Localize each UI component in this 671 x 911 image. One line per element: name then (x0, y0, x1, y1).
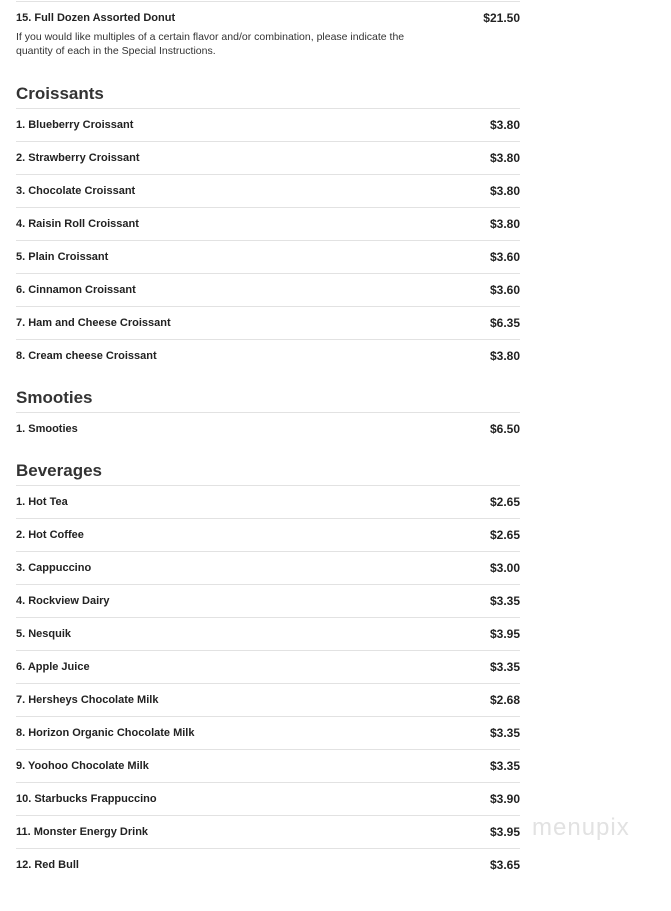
item-name: 1. Blueberry Croissant (16, 119, 134, 131)
item-description: If you would like multiples of a certain flavor and/or combination, please indicate the quantity of each in the Special Instructions. (16, 31, 405, 57)
watermark: menupix (532, 814, 630, 841)
item-name: 7. Ham and Cheese Croissant (16, 317, 171, 329)
menu-item[interactable] (16, 1, 520, 68)
menu (16, 1, 520, 881)
item-name: 4. Rockview Dairy (16, 595, 110, 607)
item-name: 7. Hersheys Chocolate Milk (16, 694, 159, 706)
item-price: $6.50 (489, 422, 520, 436)
item-price: $2.68 (489, 693, 520, 707)
item-price: $3.65 (489, 858, 520, 872)
item-price: $3.80 (489, 118, 520, 132)
menu-item[interactable] (16, 749, 520, 782)
section-heading: Croissants (16, 84, 104, 103)
menu-item[interactable] (16, 339, 520, 372)
menu-item[interactable] (16, 617, 520, 650)
item-name: 11. Monster Energy Drink (16, 826, 149, 838)
menu-item[interactable] (16, 782, 520, 815)
item-name: 3. Cappuccino (16, 562, 92, 574)
item-name: 1. Hot Tea (16, 496, 68, 508)
item-price: $2.65 (489, 528, 520, 542)
item-price: $6.35 (489, 316, 520, 330)
item-name: 8. Cream cheese Croissant (16, 350, 157, 362)
item-name: 15. Full Dozen Assorted Donut (16, 12, 176, 24)
item-price: $3.80 (489, 349, 520, 363)
item-price: $3.60 (489, 283, 520, 297)
menu-item[interactable] (16, 273, 520, 306)
item-price: $3.90 (489, 792, 520, 806)
menu-sections (16, 68, 520, 881)
menu-item[interactable] (16, 207, 520, 240)
item-name: 6. Cinnamon Croissant (16, 284, 136, 296)
menu-item[interactable] (16, 141, 520, 174)
item-name: 12. Red Bull (16, 859, 79, 871)
item-price: $3.80 (489, 184, 520, 198)
item-name: 10. Starbucks Frappuccino (16, 793, 157, 805)
item-price: $3.80 (489, 151, 520, 165)
item-name: 2. Strawberry Croissant (16, 152, 140, 164)
section-heading: Smooties (16, 388, 93, 407)
menu-item[interactable] (16, 683, 520, 716)
item-name: 5. Nesquik (16, 628, 72, 640)
item-price: $3.95 (489, 627, 520, 641)
menu-item[interactable] (16, 815, 520, 848)
item-name: 8. Horizon Organic Chocolate Milk (16, 727, 195, 739)
item-name: 6. Apple Juice (16, 661, 90, 673)
menu-item[interactable] (16, 551, 520, 584)
item-name: 9. Yoohoo Chocolate Milk (16, 760, 149, 772)
item-name: 2. Hot Coffee (16, 529, 84, 541)
item-price: $21.50 (483, 11, 520, 25)
item-price: $3.35 (489, 759, 520, 773)
menu-item[interactable] (16, 650, 520, 683)
menu-item[interactable] (16, 518, 520, 551)
menu-item[interactable] (16, 174, 520, 207)
item-price: $3.95 (489, 825, 520, 839)
item-name: 4. Raisin Roll Croissant (16, 218, 139, 230)
menu-item[interactable] (16, 716, 520, 749)
menu-item[interactable] (16, 584, 520, 617)
item-price: $3.35 (489, 726, 520, 740)
menu-item[interactable] (16, 240, 520, 273)
item-name: 3. Chocolate Croissant (16, 185, 136, 197)
item-price: $3.80 (489, 217, 520, 231)
menu-item[interactable] (16, 485, 520, 518)
item-price: $3.00 (489, 561, 520, 575)
item-price: $3.35 (489, 594, 520, 608)
item-price: $3.60 (489, 250, 520, 264)
item-price: $3.35 (489, 660, 520, 674)
item-name: 1. Smooties (16, 423, 78, 435)
section-heading: Beverages (16, 461, 103, 480)
item-price: $2.65 (489, 495, 520, 509)
menu-item[interactable] (16, 412, 520, 445)
menu-item[interactable] (16, 108, 520, 141)
menu-item[interactable] (16, 306, 520, 339)
menu-item[interactable] (16, 848, 520, 881)
item-name: 5. Plain Croissant (16, 251, 109, 263)
